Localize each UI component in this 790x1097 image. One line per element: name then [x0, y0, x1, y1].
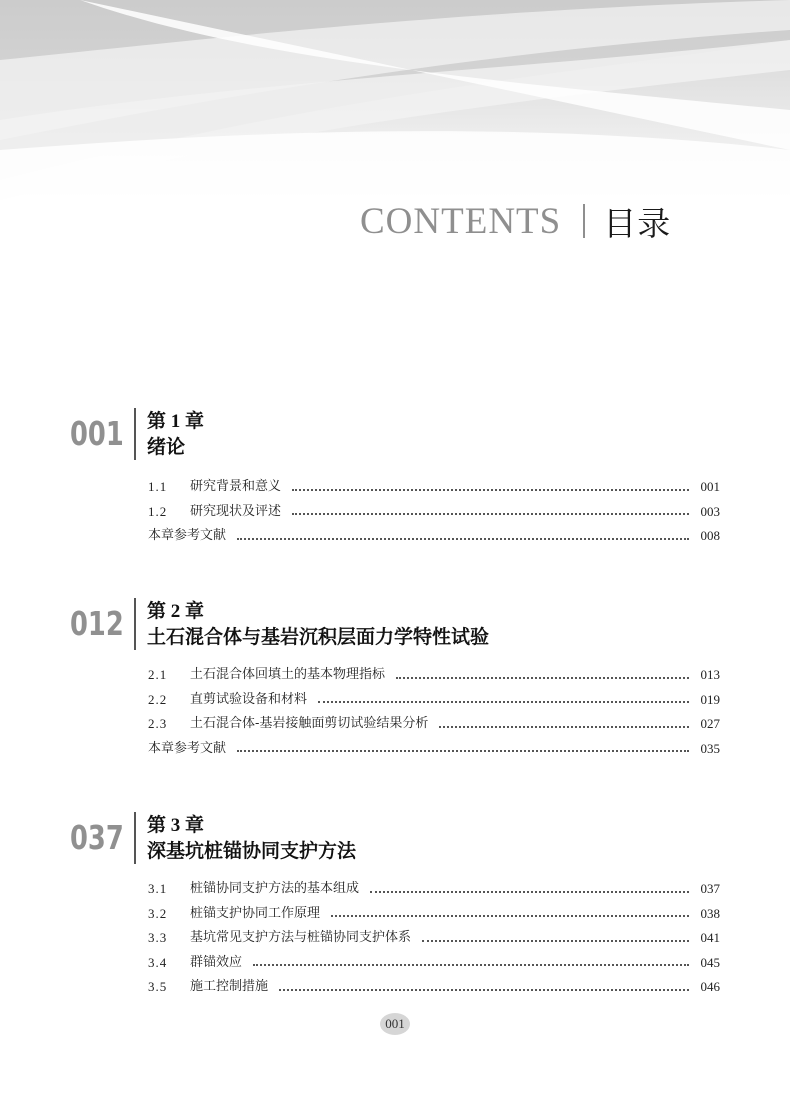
- chapter-label: 第 1 章: [147, 411, 205, 432]
- header-swoosh-decoration: [0, 0, 790, 220]
- toc-entry[interactable]: [148, 712, 720, 737]
- chapter-3-entries: [148, 877, 720, 1000]
- entry-page: 019: [700, 691, 720, 707]
- entry-title: 本章参考文献: [148, 740, 227, 756]
- toc-entry[interactable]: [148, 951, 720, 976]
- page-number-text: 001: [385, 1016, 405, 1031]
- toc-entry[interactable]: [148, 877, 720, 902]
- chapter-divider: [134, 408, 136, 460]
- dot-leader: [237, 749, 689, 752]
- chapter-1-entries: [148, 475, 720, 549]
- dot-leader: [439, 725, 689, 728]
- chapter-divider: [134, 812, 136, 864]
- title-divider: [583, 204, 585, 238]
- entry-title: 桩锚协同支护方法的基本组成: [190, 881, 360, 896]
- entry-page: 045: [700, 954, 720, 970]
- entry-page: 038: [700, 905, 720, 921]
- entry-page: 041: [700, 930, 720, 945]
- chapter-title: 深基坑桩锚协同支护方法: [147, 840, 357, 862]
- dot-leader: [292, 488, 689, 491]
- entry-page: 001: [700, 479, 720, 494]
- entry-title: 桩锚支护协同工作原理: [190, 905, 321, 921]
- dot-leader: [370, 890, 689, 893]
- chapter-2-entries: [148, 663, 720, 761]
- dot-leader: [279, 988, 689, 991]
- title-english: CONTENTS: [360, 200, 562, 242]
- entry-title: 本章参考文献: [148, 528, 227, 543]
- entry-page: 035: [700, 740, 720, 756]
- dot-leader: [331, 914, 689, 917]
- toc-entry[interactable]: [148, 902, 720, 927]
- entry-title: 基坑常见支护方法与桩锚协同支护体系: [190, 930, 412, 945]
- entry-title: 土石混合体-基岩接触面剪切试验结果分析: [190, 716, 429, 731]
- chapter-start-page: 012: [70, 604, 124, 643]
- chapter-label: 第 2 章: [147, 601, 205, 622]
- entry-title: 群锚效应: [190, 954, 243, 970]
- dot-leader: [237, 537, 689, 540]
- entry-title: 直剪试验设备和材料: [190, 691, 308, 707]
- entry-title: 研究背景和意义: [190, 479, 282, 494]
- dot-leader: [318, 700, 689, 703]
- dot-leader: [292, 512, 689, 515]
- entry-page: 046: [700, 979, 720, 994]
- entry-page: 003: [700, 503, 720, 519]
- chapter-start-page: 001: [70, 414, 124, 453]
- dot-leader: [253, 963, 689, 966]
- entry-number: 3.5: [148, 979, 168, 994]
- chapter-start-page: 037: [70, 818, 124, 857]
- entry-page: 037: [700, 881, 720, 896]
- entry-number: 1.1: [148, 479, 168, 494]
- chapter-label: 第 3 章: [147, 815, 205, 836]
- toc-entry[interactable]: [148, 737, 720, 762]
- toc-entry[interactable]: [148, 475, 720, 500]
- entry-number: 2.1: [148, 667, 168, 682]
- toc-entry[interactable]: [148, 926, 720, 951]
- entry-page: 027: [700, 716, 720, 731]
- entry-page: 008: [700, 528, 720, 543]
- chapter-title: 绪论: [147, 436, 186, 458]
- entry-number: 3.1: [148, 881, 168, 896]
- contents-title: [360, 196, 760, 246]
- page-number: [380, 1013, 410, 1035]
- toc-entry[interactable]: [148, 500, 720, 525]
- entry-number: 3.4: [148, 954, 168, 970]
- entry-number: 2.2: [148, 691, 168, 707]
- entry-number: 2.3: [148, 716, 168, 731]
- dot-leader: [396, 676, 689, 679]
- entry-number: 3.2: [148, 905, 168, 921]
- chapter-title: 土石混合体与基岩沉积层面力学特性试验: [147, 626, 490, 648]
- toc-entry[interactable]: [148, 663, 720, 688]
- title-chinese: 目录: [603, 203, 672, 243]
- toc-entry[interactable]: [148, 688, 720, 713]
- entry-title: 研究现状及评述: [190, 503, 282, 519]
- dot-leader: [422, 939, 689, 942]
- entry-number: 1.2: [148, 503, 168, 519]
- entry-title: 土石混合体回填土的基本物理指标: [190, 667, 386, 682]
- toc-entry[interactable]: [148, 975, 720, 1000]
- toc-entry[interactable]: [148, 524, 720, 549]
- chapter-divider: [134, 598, 136, 650]
- entry-title: 施工控制措施: [190, 979, 269, 994]
- entry-number: 3.3: [148, 930, 168, 945]
- entry-page: 013: [700, 667, 720, 682]
